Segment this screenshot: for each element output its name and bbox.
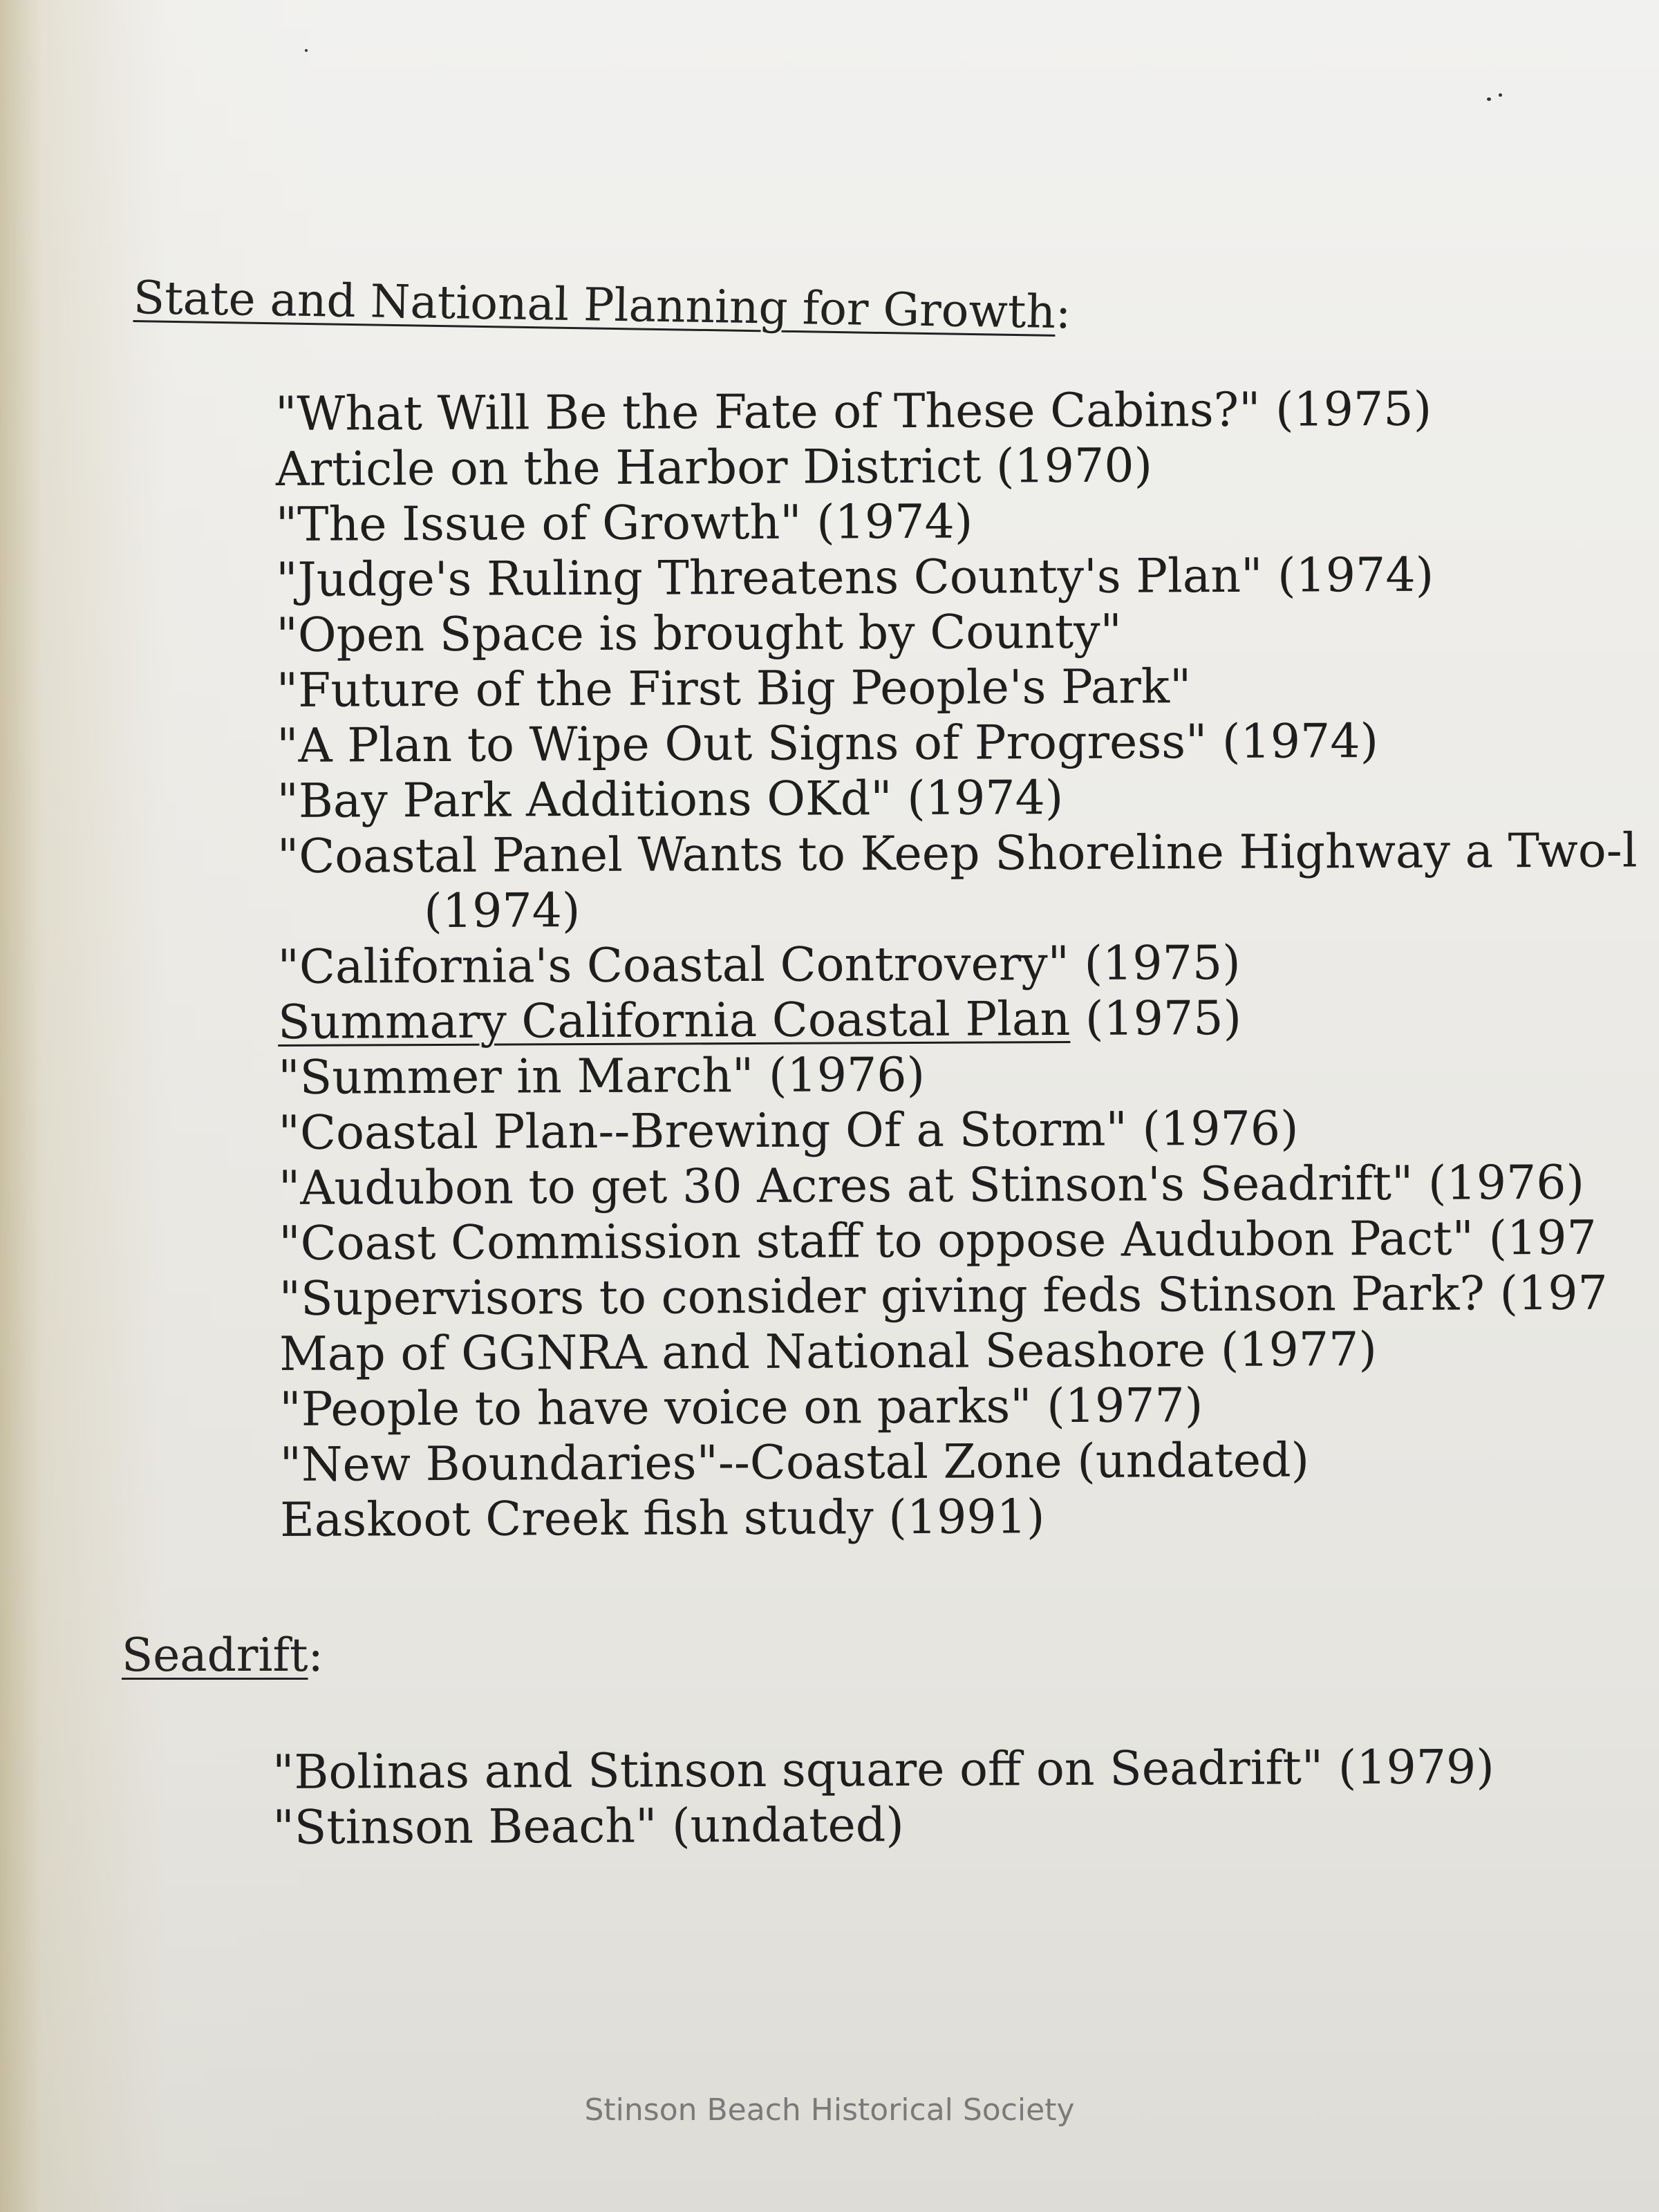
list-item: "Judge's Ruling Threatens County's Plan" (1974) bbox=[276, 547, 1434, 608]
list-item: "California's Coastal Controvery" (1975) bbox=[277, 935, 1241, 995]
list-item: "Coast Commission staff to oppose Audubon Pact" (197 bbox=[279, 1210, 1597, 1271]
section-heading-planning-text: State and National Planning for Growth bbox=[133, 271, 1056, 339]
list-item-underlined-title bbox=[278, 989, 1659, 1051]
list-item: "Summer in March" (1976) bbox=[278, 1047, 926, 1105]
underlined-title: Summary California Coastal Plan bbox=[277, 991, 1071, 1050]
list-item: "Supervisors to consider giving feds Stinson Park? (197 bbox=[279, 1266, 1608, 1327]
heading-colon: : bbox=[1055, 285, 1071, 339]
section-heading-planning bbox=[133, 271, 1071, 339]
planning-item-list bbox=[275, 381, 1659, 1548]
heading-colon: : bbox=[308, 1629, 324, 1682]
title-year: (1975) bbox=[1070, 991, 1242, 1047]
seadrift-item-list bbox=[272, 1739, 1657, 1856]
list-item: "Stinson Beach" (undated) bbox=[272, 1798, 905, 1855]
list-item: "People to have voice on parks" (1977) bbox=[279, 1378, 1203, 1437]
list-item: "Bolinas and Stinson square off on Seadrift" (1979) bbox=[272, 1740, 1495, 1800]
ink-speck bbox=[1499, 93, 1502, 97]
list-item: Easkoot Creek fish study (1991) bbox=[279, 1490, 1045, 1548]
list-item-continuation: (1974) bbox=[424, 883, 581, 939]
list-item: "Bay Park Additions OKd" (1974) bbox=[276, 771, 1064, 829]
list-item: "Future of the First Big People's Park" bbox=[276, 659, 1192, 718]
list-item: "New Boundaries"--Coastal Zone (undated) bbox=[279, 1433, 1310, 1492]
list-item: "Coastal Panel Wants to Keep Shoreline Highway a Two-l bbox=[276, 823, 1638, 884]
list-item: "What Will Be the Fate of These Cabins?" (1975) bbox=[275, 382, 1432, 442]
list-item: "Audubon to get 30 Acres at Stinson's Seadrift" (1976) bbox=[278, 1155, 1585, 1216]
list-item: Article on the Harbor District (1970) bbox=[275, 438, 1153, 497]
ink-speck bbox=[305, 49, 308, 52]
list-item: "Open Space is brought by County" bbox=[276, 604, 1122, 663]
list-item: "A Plan to Wipe Out Signs of Progress" (1974) bbox=[276, 714, 1379, 774]
watermark-footer: Stinson Beach Historical Society bbox=[584, 2092, 1075, 2128]
section-heading-seadrift-text: Seadrift bbox=[122, 1629, 308, 1682]
ink-speck bbox=[1487, 97, 1491, 101]
list-item: "Coastal Plan--Brewing Of a Storm" (1976) bbox=[278, 1101, 1299, 1161]
section-heading-seadrift bbox=[122, 1629, 324, 1682]
list-item: Map of GGNRA and National Seashore (1977) bbox=[279, 1322, 1378, 1382]
list-item: "The Issue of Growth" (1974) bbox=[275, 494, 973, 552]
